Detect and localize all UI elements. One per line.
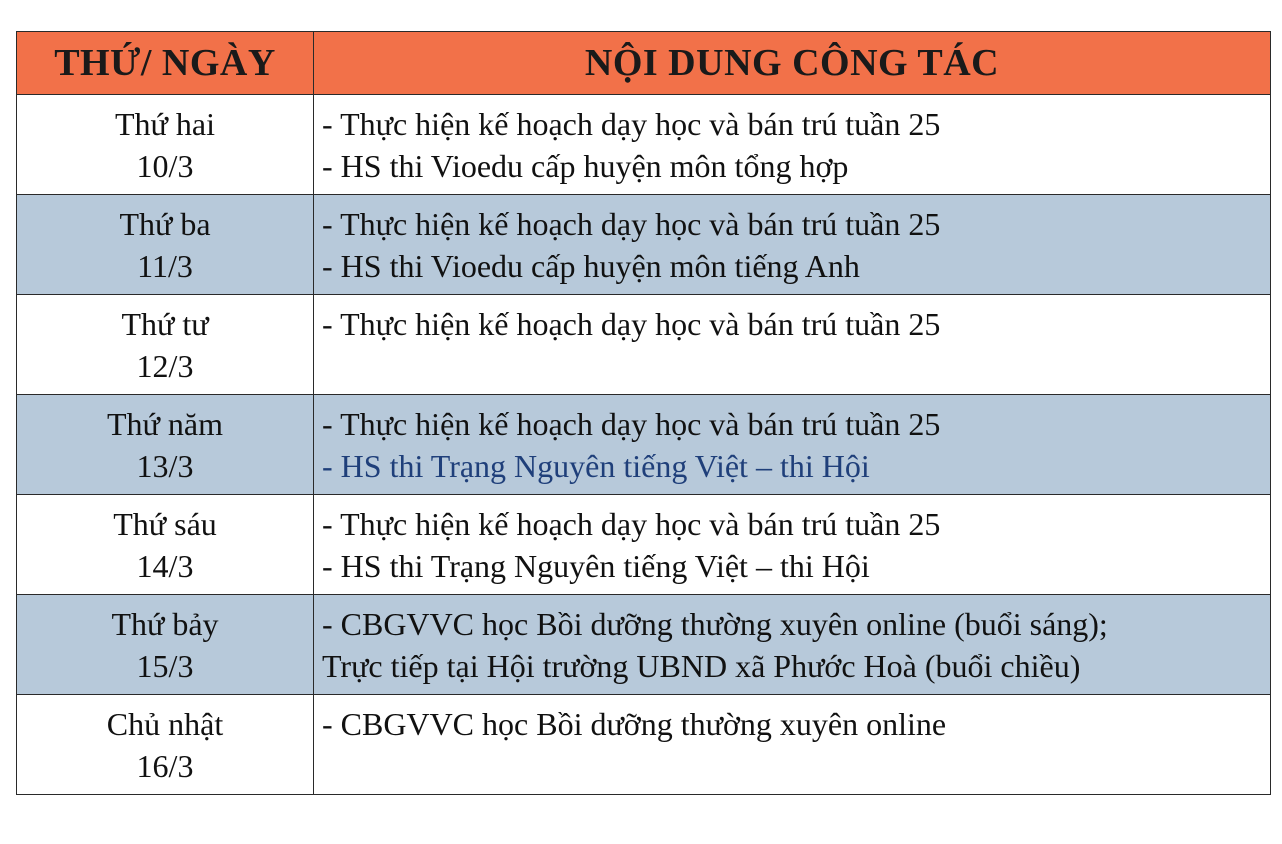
day-cell — [17, 395, 314, 495]
task-line: - Thực hiện kế hoạch dạy học và bán trú tuần 25 — [322, 306, 941, 342]
table-row — [17, 95, 1271, 195]
task-line: - CBGVVC học Bồi dưỡng thường xuyên online (buổi sáng); — [322, 606, 1108, 642]
table-row — [17, 195, 1271, 295]
task-line-highlighted: - HS thi Trạng Nguyên tiếng Việt – thi Hội — [322, 448, 870, 484]
content-cell — [314, 595, 1271, 695]
work-schedule-table — [16, 31, 1271, 795]
task-line: - HS thi Trạng Nguyên tiếng Việt – thi Hội — [322, 548, 870, 584]
date-label: 12/3 — [136, 348, 194, 384]
day-cell — [17, 95, 314, 195]
table-row — [17, 495, 1271, 595]
content-cell — [314, 395, 1271, 495]
date-label: 11/3 — [137, 248, 193, 284]
table-row — [17, 595, 1271, 695]
content-cell — [314, 295, 1271, 395]
day-cell — [17, 495, 314, 595]
weekday-label: Thứ sáu — [113, 506, 217, 542]
weekday-label: Thứ hai — [115, 106, 215, 142]
day-cell — [17, 695, 314, 795]
day-cell — [17, 295, 314, 395]
task-line: - Thực hiện kế hoạch dạy học và bán trú tuần 25 — [322, 106, 941, 142]
table-header-row — [17, 32, 1271, 95]
day-cell — [17, 595, 314, 695]
date-label: 16/3 — [136, 748, 194, 784]
date-label: 14/3 — [136, 548, 194, 584]
task-line: - HS thi Vioedu cấp huyện môn tổng hợp — [322, 148, 849, 184]
task-line: - CBGVVC học Bồi dưỡng thường xuyên online — [322, 706, 947, 742]
table-row — [17, 295, 1271, 395]
weekday-label: Chủ nhật — [106, 706, 224, 742]
table-row — [17, 695, 1271, 795]
content-cell — [314, 95, 1271, 195]
task-line: - Thực hiện kế hoạch dạy học và bán trú tuần 25 — [322, 206, 941, 242]
table-row — [17, 395, 1271, 495]
date-label: 15/3 — [136, 648, 194, 684]
weekday-label: Thứ bảy — [111, 606, 219, 642]
day-column-header: THỨ/ NGÀY — [17, 32, 314, 95]
content-cell — [314, 695, 1271, 795]
weekday-label: Thứ năm — [107, 406, 223, 442]
date-label: 13/3 — [136, 448, 194, 484]
task-line: - Thực hiện kế hoạch dạy học và bán trú tuần 25 — [322, 406, 941, 442]
content-column-header: NỘI DUNG CÔNG TÁC — [314, 32, 1271, 95]
task-line: Trực tiếp tại Hội trường UBND xã Phước Hoà (buổi chiều) — [322, 648, 1081, 684]
task-line: - HS thi Vioedu cấp huyện môn tiếng Anh — [322, 248, 860, 284]
weekday-label: Thứ ba — [119, 206, 211, 242]
content-cell — [314, 495, 1271, 595]
weekday-label: Thứ tư — [121, 306, 209, 342]
task-line: - Thực hiện kế hoạch dạy học và bán trú tuần 25 — [322, 506, 941, 542]
day-cell — [17, 195, 314, 295]
content-cell — [314, 195, 1271, 295]
date-label: 10/3 — [136, 148, 194, 184]
